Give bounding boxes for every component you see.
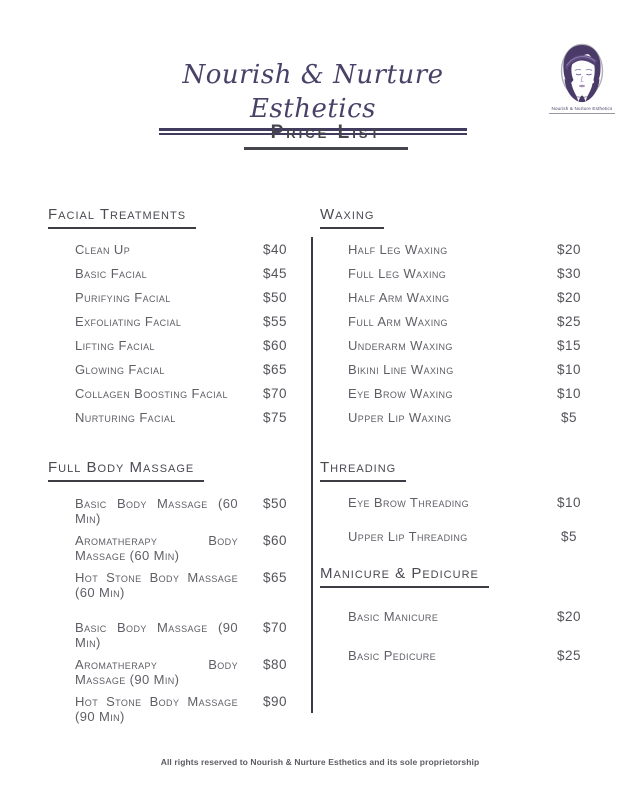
section-title: Manicure & Pedicure (320, 564, 489, 588)
service-price: $45 (262, 266, 288, 281)
service-price: $25 (556, 314, 582, 329)
service-price: $60 (262, 338, 288, 353)
service-name: Basic Body Massage (90 Min) (75, 620, 238, 650)
service-group (48, 496, 298, 600)
service-price: $20 (556, 242, 582, 257)
service-price: $40 (262, 242, 288, 257)
service-name: Eye Brow Threading (348, 495, 469, 510)
logo-woman-face-icon (550, 40, 614, 104)
page-title-underline (244, 147, 408, 150)
section-threading (320, 458, 592, 544)
service-price: $70 (262, 386, 288, 401)
service-price: $55 (262, 314, 288, 329)
price-row (48, 267, 298, 281)
price-row (48, 570, 298, 600)
price-row (320, 610, 592, 624)
section-body (320, 610, 592, 663)
section-title: Threading (320, 458, 406, 482)
service-price: $75 (262, 410, 288, 425)
section-title: Full Body Massage (48, 458, 204, 482)
service-price: $10 (556, 362, 582, 377)
service-name: Upper Lip Waxing (348, 410, 452, 425)
price-row (320, 339, 592, 353)
service-name: Hot Stone Body Massage (60 Min) (75, 570, 238, 600)
service-name: Hot Stone Body Massage (90 Min) (75, 694, 238, 724)
service-price: $10 (556, 386, 582, 401)
price-row (320, 267, 592, 281)
service-name: Upper Lip Threading (348, 529, 468, 544)
price-row (320, 315, 592, 329)
price-row (320, 363, 592, 377)
price-row (320, 243, 592, 257)
service-price: $15 (556, 338, 582, 353)
price-row (48, 411, 298, 425)
service-group (320, 243, 592, 425)
service-price: $20 (556, 609, 582, 624)
price-row (48, 657, 298, 687)
price-row (320, 411, 592, 425)
price-row (48, 387, 298, 401)
price-row (48, 315, 298, 329)
price-row (320, 496, 592, 510)
service-price: $90 (262, 694, 288, 709)
price-row (48, 694, 298, 724)
section-facial-treatments (48, 205, 298, 425)
service-price: $5 (560, 410, 578, 425)
service-name: Aromatherapy Body Massage (60 Min) (75, 533, 238, 563)
service-group (320, 610, 592, 663)
service-name: Nurturing Facial (75, 410, 176, 425)
price-row (320, 291, 592, 305)
service-price: $70 (262, 620, 288, 635)
section-body (320, 496, 592, 544)
service-name: Exfoliating Facial (75, 314, 182, 329)
price-row (48, 496, 298, 526)
section-body (320, 243, 592, 425)
service-name: Full Leg Waxing (348, 266, 447, 281)
service-group (48, 620, 298, 724)
service-name: Basic Pedicure (348, 648, 437, 663)
service-price: $5 (560, 529, 578, 544)
service-group (320, 496, 592, 544)
service-name: Basic Body Massage (60 Min) (75, 496, 238, 526)
service-name: Underarm Waxing (348, 338, 453, 353)
service-name: Eye Brow Waxing (348, 386, 453, 401)
service-group (48, 243, 298, 425)
service-price: $30 (556, 266, 582, 281)
service-price: $65 (262, 570, 288, 585)
price-row (48, 339, 298, 353)
left-column (48, 205, 298, 731)
price-row (48, 533, 298, 563)
price-row (48, 620, 298, 650)
service-price: $80 (262, 657, 288, 672)
service-name: Glowing Facial (75, 362, 165, 377)
service-name: Clean Up (75, 242, 131, 257)
service-price: $60 (262, 533, 288, 548)
service-name: Collagen Boosting Facial (75, 386, 228, 401)
price-row (48, 363, 298, 377)
price-row (48, 243, 298, 257)
price-row (320, 387, 592, 401)
service-name: Aromatherapy Body Massage (90 Min) (75, 657, 238, 687)
right-column (320, 205, 592, 688)
price-row (48, 291, 298, 305)
section-full-body-massage (48, 458, 298, 724)
page-title-block (244, 121, 408, 150)
section-title: Facial Treatments (48, 205, 196, 229)
price-row (320, 649, 592, 663)
logo (549, 40, 615, 114)
section-body (48, 243, 298, 425)
service-price: $10 (556, 495, 582, 510)
service-price: $50 (262, 496, 288, 511)
logo-caption: Nourish & Nurture Esthetics (551, 106, 613, 111)
service-price: $65 (262, 362, 288, 377)
service-name: Basic Facial (75, 266, 148, 281)
service-name: Full Arm Waxing (348, 314, 448, 329)
section-manicure-pedicure (320, 564, 592, 663)
column-divider (311, 237, 313, 713)
service-name: Basic Manicure (348, 609, 439, 624)
section-body (48, 496, 298, 724)
service-name: Bikini Line Waxing (348, 362, 454, 377)
price-row (320, 530, 592, 544)
service-name: Half Arm Waxing (348, 290, 450, 305)
service-name: Lifting Facial (75, 338, 155, 353)
logo-caption-underline (549, 113, 615, 114)
section-waxing (320, 205, 592, 425)
service-name: Half Leg Waxing (348, 242, 448, 257)
section-title: Waxing (320, 205, 384, 229)
service-price: $50 (262, 290, 288, 305)
service-name: Purifying Facial (75, 290, 171, 305)
service-price: $25 (556, 648, 582, 663)
footer-text: All rights reserved to Nourish & Nurture Esthetics and its sole proprietorship (160, 757, 480, 767)
page-title: Price List (270, 122, 382, 143)
business-name: Nourish & Nurture Esthetics (182, 60, 444, 124)
service-price: $20 (556, 290, 582, 305)
